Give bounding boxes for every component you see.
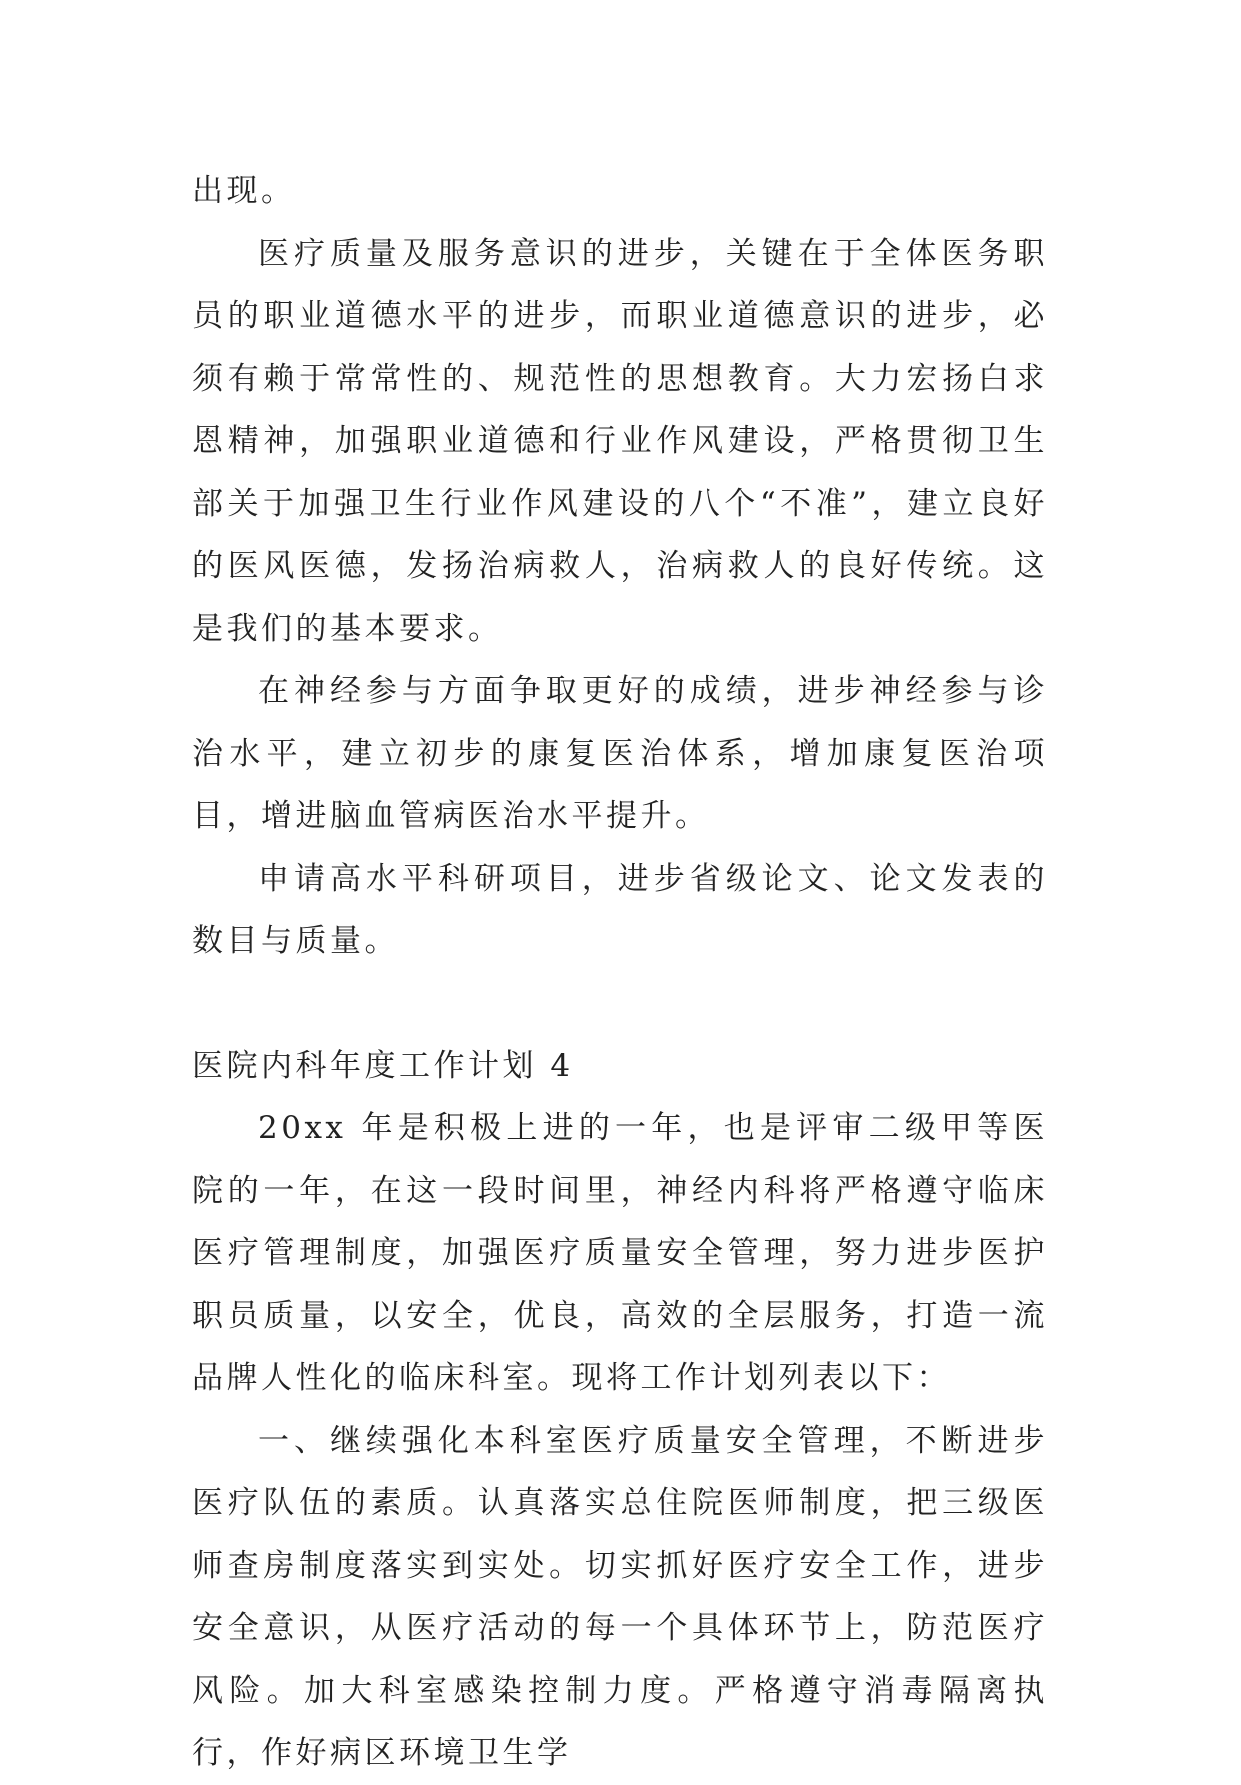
paragraph-continuation: 出现。: [192, 173, 296, 209]
paragraph-neuro-intervention: 在神经参与方面争取更好的成绩，进步神经参与诊治水平，建立初步的康复医治体系，增加康复医治项目，增进脑血管病医治水平提升。: [192, 673, 1048, 834]
paragraph-annual-intro: 20xx 年是积极上进的一年，也是评审二级甲等医院的一年，在这一段时间里，神经内科将严格遵守临床医疗管理制度，加强医疗质量安全管理，努力进步医护职员质量，以安全，优良，高效的全层服务，打造一流品牌人性化的临床科室。现将工作计划列表以下：: [192, 1110, 1048, 1396]
document-page: [192, 160, 1048, 1785]
paragraph-research-projects: 申请高水平科研项目，进步省级论文、论文发表的数目与质量。: [192, 860, 1048, 959]
section-heading: 医院内科年度工作计划 4: [192, 1047, 574, 1084]
paragraph-medical-ethics: 医疗质量及服务意识的进步，关键在于全体医务职员的职业道德水平的进步，而职业道德意识的进步，必须有赖于常常性的、规范性的思想教育。大力宏扬白求恩精神，加强职业道德和行业作风建设，严格贯彻卫生部关于加强卫生行业作风建设的八个“不准”，建立良好的医风医德，发扬治病救人，治病救人的良好传统。这是我们的基本要求。: [192, 235, 1048, 647]
paragraph-quality-safety: 一、继续强化本科室医疗质量安全管理，不断进步医疗队伍的素质。认真落实总住院医师制度，把三级医师查房制度落实到实处。切实抓好医疗安全工作，进步安全意识，从医疗活动的每一个具体环节上，防范医疗风险。加大科室感染控制力度。严格遵守消毒隔离执行，作好病区环境卫生学: [192, 1422, 1048, 1771]
section-gap: [192, 973, 1048, 1035]
